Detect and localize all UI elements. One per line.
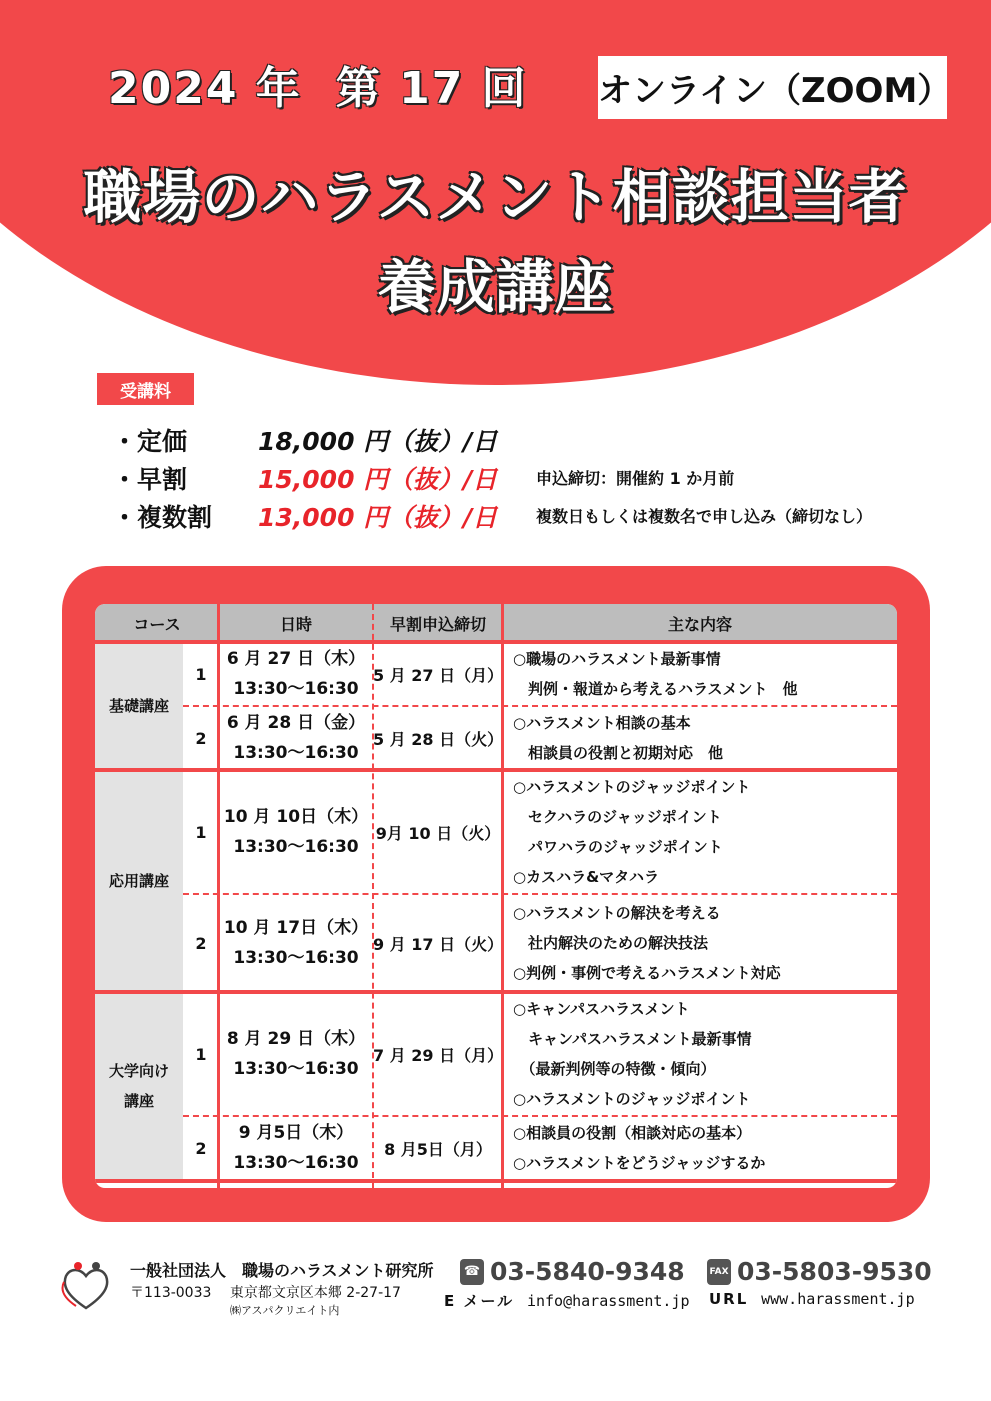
content-line: セクハラのジャッジポイント bbox=[513, 808, 722, 826]
content-line: キャンパスハラスメント最新事情 bbox=[513, 1030, 752, 1048]
content-line: ○キャンパスハラスメント bbox=[513, 1000, 690, 1018]
session-content bbox=[513, 770, 895, 894]
page-subtitle: 養成講座 bbox=[377, 253, 614, 321]
email-label: E メール bbox=[444, 1292, 515, 1310]
event-edition bbox=[108, 52, 528, 116]
fee-row-multi bbox=[112, 498, 972, 532]
column-divider bbox=[501, 604, 504, 1188]
column-divider bbox=[372, 604, 374, 1188]
session-content bbox=[513, 894, 895, 992]
content-line: ○ハラスメントのジャッジポイント bbox=[513, 778, 751, 796]
session-content bbox=[513, 1116, 895, 1180]
row-divider bbox=[183, 893, 897, 895]
fax-number: 03-5803-9530 bbox=[737, 1257, 932, 1286]
session-time: 13:30～16:30 bbox=[233, 1059, 359, 1079]
session-datetime bbox=[219, 894, 373, 992]
email-contact bbox=[444, 1290, 690, 1311]
fee-row-early bbox=[112, 460, 972, 494]
session-time: 13:30～16:30 bbox=[233, 837, 359, 857]
fee-label: ・早割 bbox=[112, 465, 188, 494]
website-contact bbox=[709, 1290, 915, 1308]
session-number: 1 bbox=[195, 664, 207, 684]
session-number: 2 bbox=[195, 933, 207, 953]
session-content bbox=[513, 706, 895, 770]
column-divider bbox=[217, 604, 220, 1188]
session-datetime bbox=[219, 992, 373, 1116]
session-time: 13:30～16:30 bbox=[233, 679, 359, 699]
content-line: ○ハラスメントをどうジャッジするか bbox=[513, 1154, 766, 1172]
course-university-line2: 講座 bbox=[123, 1092, 154, 1110]
session-datetime bbox=[219, 642, 373, 706]
fee-note: 複数日もしくは複数名で申し込み（締切なし） bbox=[536, 507, 873, 526]
page-title: 職場のハラスメント相談担当者 bbox=[83, 163, 908, 231]
course-university bbox=[95, 992, 183, 1180]
fee-section-label: 受講料 bbox=[97, 373, 194, 405]
session-date: 8 月 29 日（木） bbox=[226, 1029, 366, 1049]
content-line: 判例・報道から考えるハラスメント 他 bbox=[513, 680, 798, 698]
session-deadline: 9月 10 日（火） bbox=[375, 823, 501, 843]
content-line: パワハラのジャッジポイント bbox=[513, 838, 723, 856]
session-number: 2 bbox=[195, 1138, 207, 1158]
email-link[interactable]: info@harassment.jp bbox=[526, 1292, 690, 1310]
row-divider bbox=[95, 1179, 897, 1183]
session-content bbox=[513, 642, 895, 706]
row-divider bbox=[95, 990, 897, 994]
content-line: 社内解決のための解決技法 bbox=[513, 934, 709, 952]
session-datetime bbox=[219, 706, 373, 770]
format-badge: オンライン（ZOOM） bbox=[598, 56, 947, 119]
content-line: （最新判例等の特徴・傾向） bbox=[513, 1060, 716, 1078]
session-deadline: 5 月 28 日（火） bbox=[373, 729, 504, 749]
row-divider bbox=[95, 768, 897, 772]
row-divider bbox=[183, 1115, 897, 1117]
organization-logo bbox=[58, 1258, 114, 1314]
session-date: 6 月 28 日（金） bbox=[226, 713, 366, 733]
session-date: 9 月5日（木） bbox=[238, 1123, 354, 1143]
fax-icon: FAX bbox=[707, 1259, 731, 1285]
table-header-course: コース bbox=[95, 604, 219, 642]
session-deadline: 9 月 17 日（火） bbox=[373, 934, 504, 954]
session-number: 2 bbox=[195, 728, 207, 748]
street-address: 東京都文京区本郷 2-27-17 bbox=[229, 1285, 401, 1301]
session-datetime bbox=[219, 770, 373, 894]
content-line: ○ハラスメント相談の基本 bbox=[513, 714, 691, 732]
session-date: 10 月 10日（木） bbox=[223, 807, 369, 827]
content-line: ○ハラスメントのジャッジポイント bbox=[513, 1090, 751, 1108]
content-line: ○ハラスメントの解決を考える bbox=[513, 904, 721, 922]
content-line: ○判例・事例で考えるハラスメント対応 bbox=[513, 964, 781, 982]
session-content bbox=[513, 992, 895, 1116]
fee-label: ・定価 bbox=[112, 427, 188, 456]
fee-row-standard bbox=[112, 422, 972, 456]
course-applied: 応用講座 bbox=[108, 872, 169, 890]
organization-name: 一般社団法人 職場のハラスメント研究所 bbox=[130, 1261, 434, 1280]
fee-note: 申込締切：開催約 1 か月前 bbox=[536, 469, 735, 488]
session-deadline: 5 月 27 日（月） bbox=[373, 665, 504, 685]
phone-icon: ☎ bbox=[460, 1259, 484, 1285]
phone-number[interactable]: 03-5840-9348 bbox=[490, 1257, 685, 1286]
table-header-datetime: 日時 bbox=[219, 604, 373, 642]
session-date: 10 月 17日（木） bbox=[223, 918, 369, 938]
event-number: 第 17 回 bbox=[335, 63, 528, 114]
content-line: ○相談員の役割（相談対応の基本） bbox=[513, 1124, 752, 1142]
course-basic: 基礎講座 bbox=[108, 697, 169, 715]
fax-contact bbox=[707, 1257, 932, 1286]
fee-price: 13,000 円（抜）/日 bbox=[258, 503, 498, 532]
session-time: 13:30～16:30 bbox=[233, 948, 359, 968]
organization-address bbox=[130, 1282, 401, 1302]
phone-contact bbox=[460, 1257, 685, 1286]
schedule-table bbox=[95, 604, 897, 1188]
course-university-line1: 大学向け bbox=[108, 1062, 169, 1080]
event-year: 2024 年 bbox=[108, 63, 302, 114]
session-deadline: 8 月5日（月） bbox=[384, 1139, 492, 1159]
session-datetime bbox=[219, 1116, 373, 1180]
row-divider bbox=[95, 640, 897, 644]
session-number: 1 bbox=[195, 822, 207, 842]
fee-price: 15,000 円（抜）/日 bbox=[258, 465, 498, 494]
content-line: ○職場のハラスメント最新事情 bbox=[513, 650, 721, 668]
table-header-deadline: 早割申込締切 bbox=[373, 604, 503, 642]
session-time: 13:30～16:30 bbox=[233, 1153, 359, 1173]
fee-label: ・複数割 bbox=[112, 503, 213, 532]
session-time: 13:30～16:30 bbox=[233, 743, 359, 763]
row-divider bbox=[183, 705, 897, 707]
fee-price: 18,000 円（抜）/日 bbox=[258, 427, 498, 456]
content-line: 相談員の役割と初期対応 他 bbox=[513, 744, 724, 762]
content-line: ○カスハラ&マタハラ bbox=[513, 868, 660, 886]
session-number: 1 bbox=[195, 1044, 207, 1064]
address-note: ㈱アスパクリエイト内 bbox=[230, 1304, 340, 1317]
postal-code: 〒113-0033 bbox=[130, 1285, 212, 1301]
url-label: URL bbox=[709, 1290, 749, 1308]
session-deadline: 7 月 29 日（月） bbox=[373, 1045, 504, 1065]
session-date: 6 月 27 日（木） bbox=[226, 649, 366, 669]
table-header-content: 主な内容 bbox=[503, 604, 897, 642]
website-link[interactable]: www.harassment.jp bbox=[761, 1290, 915, 1308]
